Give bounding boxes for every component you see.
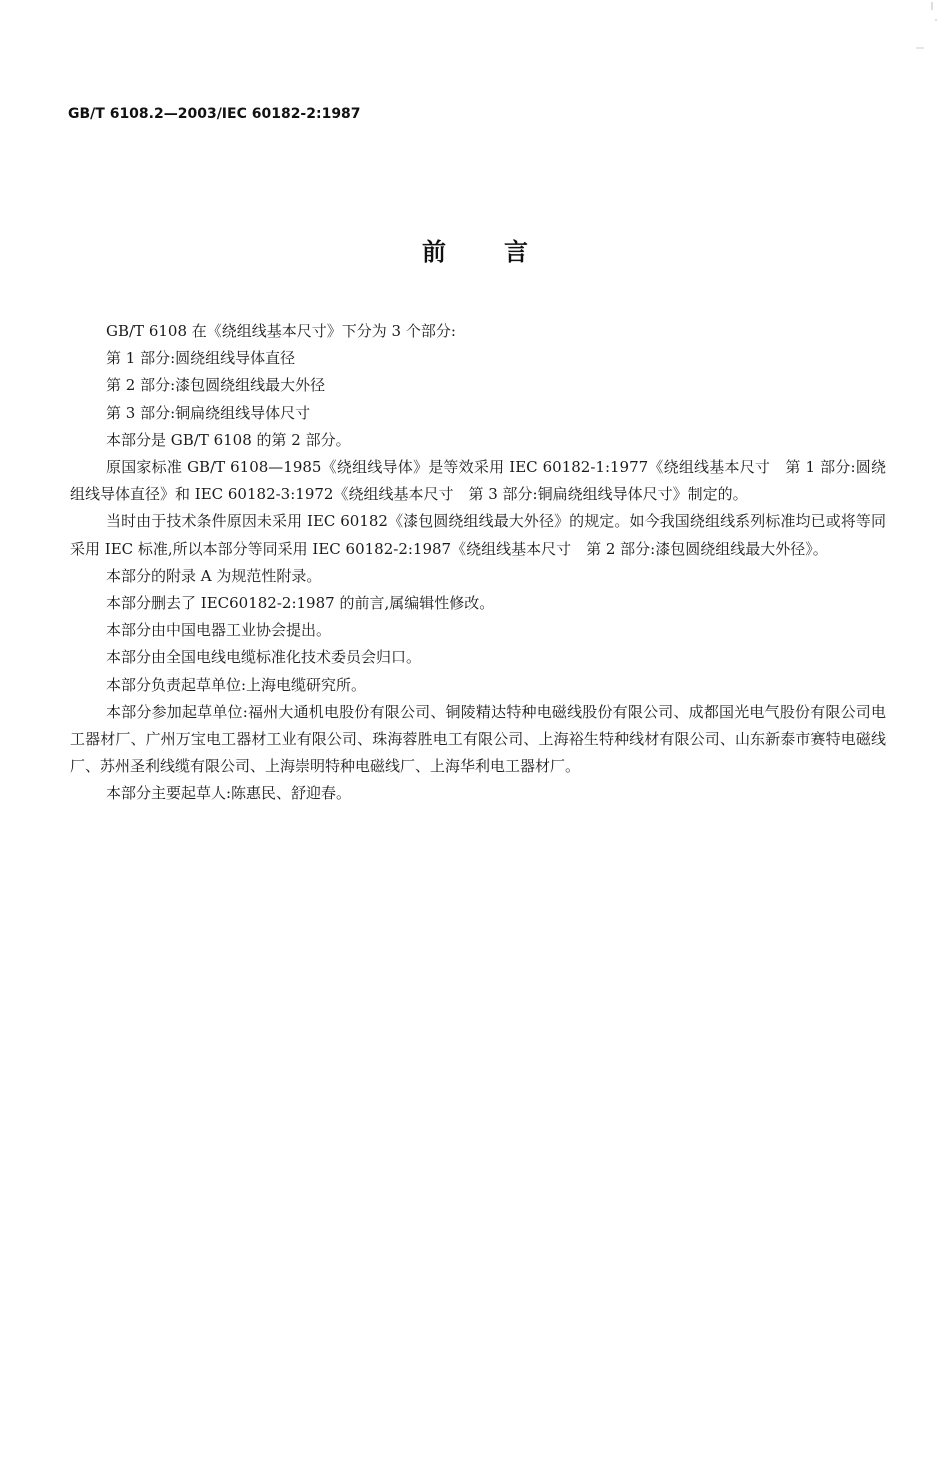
paragraph: 本部分是 GB/T 6108 的第 2 部分。 xyxy=(106,430,351,449)
paragraph: 原国家标准 GB/T 6108—1985《绕组线导体》是等效采用 IEC 60182-1:1977《绕组线基本尺寸 第 1 部分:圆绕组线导体直径》和 IEC 60182-3:1972《绕组线基本尺寸 第 3 部分:铜扁绕组线导体尺寸》制定的。 xyxy=(70,458,886,504)
paragraph: 本部分参加起草单位:福州大通机电股份有限公司、铜陵精达特种电磁线股份有限公司、成都国光电气股份有限公司电工器材厂、广州万宝电工器材工业有限公司、珠海蓉胜电工有限公司、上海裕生特种线材有限公司、山东新泰市赛特电磁线厂、苏州圣利线缆有限公司、上海崇明特种电磁线厂、上海华利电工器材厂。 xyxy=(70,702,886,776)
foreword-body xyxy=(70,318,886,808)
paragraph: GB/T 6108 在《绕组线基本尺寸》下分为 3 个部分: xyxy=(106,322,456,340)
paragraph: 当时由于技术条件原因未采用 IEC 60182《漆包圆绕组线最大外径》的规定。如今我国绕组线系列标准均已或将等同采用 IEC 标准,所以本部分等同采用 IEC 60182-2:1987《绕组线基本尺寸 第 2 部分:漆包圆绕组线最大外径》。 xyxy=(70,512,886,558)
paragraph: 本部分主要起草人:陈惠民、舒迎春。 xyxy=(106,784,352,803)
paragraph: 本部分由中国电器工业协会提出。 xyxy=(106,621,332,640)
paragraph: 第 2 部分:漆包圆绕组线最大外径 xyxy=(106,376,326,395)
paragraph: 第 1 部分:圆绕组线导体直径 xyxy=(106,349,296,368)
paragraph: 本部分由全国电线电缆标准化技术委员会归口。 xyxy=(106,648,422,667)
standard-number-header: GB/T 6108.2—2003/IEC 60182-2:1987 xyxy=(68,106,361,122)
scan-artifact-marks xyxy=(902,0,942,60)
paragraph: 第 3 部分:铜扁绕组线导体尺寸 xyxy=(106,403,311,422)
paragraph: 本部分删去了 IEC60182-2:1987 的前言,属编辑性修改。 xyxy=(106,594,495,613)
page-title: 前言 xyxy=(422,238,586,266)
paragraph: 本部分的附录 A 为规范性附录。 xyxy=(106,566,322,585)
paragraph: 本部分负责起草单位:上海电缆研究所。 xyxy=(106,675,367,694)
